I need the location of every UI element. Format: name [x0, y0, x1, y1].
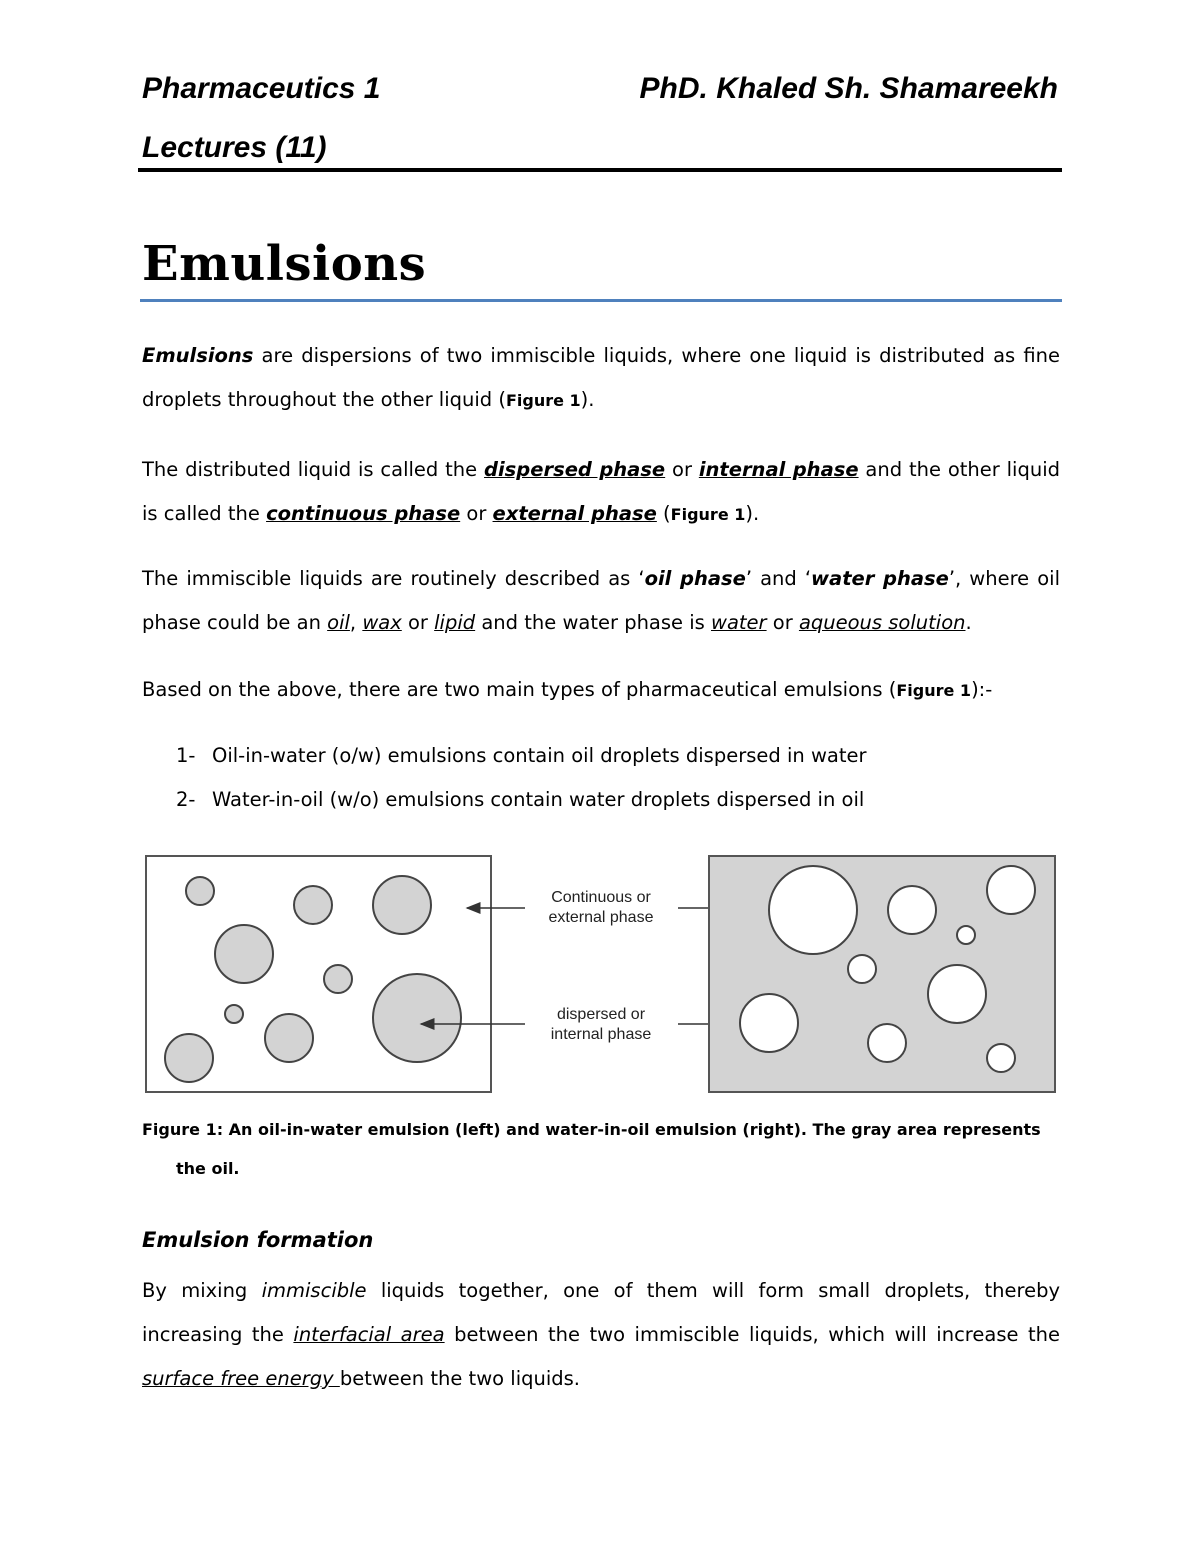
author-header: PhD. Khaled Sh. Shamareekh — [639, 72, 1058, 105]
water-droplet — [868, 1024, 906, 1062]
oil-droplet — [165, 1034, 213, 1082]
oil-droplet — [265, 1014, 313, 1062]
term-surface-free-energy: surface free energy — [142, 1367, 340, 1390]
lecture-header: Lectures (11) — [142, 131, 327, 164]
term-lipid: lipid — [434, 611, 476, 634]
term-external-phase: external phase — [492, 502, 657, 525]
term-wax: wax — [362, 611, 402, 634]
section-heading: Emulsion formation — [142, 1228, 374, 1252]
water-droplet — [740, 994, 798, 1052]
label-dispersed-line2: internal phase — [550, 1026, 652, 1043]
term-aqueous-solution: aqueous solution — [798, 611, 966, 634]
water-droplet — [928, 965, 986, 1023]
term-continuous-phase: continuous phase — [266, 502, 461, 525]
figure-reference: Figure 1 — [896, 681, 972, 700]
label-continuous-line2: external phase — [548, 909, 654, 926]
label-dispersed-line1: dispersed or — [556, 1006, 646, 1023]
paragraph-definition: Emulsions are dispersions of two immiscible liquids, where one liquid is distributed as fine droplets throughout the other liquid (Figure 1). — [142, 344, 1060, 411]
course-header: Pharmaceutics 1 — [142, 72, 381, 105]
term-dispersed-phase: dispersed phase — [484, 458, 666, 481]
oil-droplet — [324, 965, 352, 993]
term-emulsions: Emulsions — [142, 344, 254, 367]
figure-caption — [142, 1110, 1060, 1188]
water-droplet — [987, 866, 1035, 914]
paragraph-types: Based on the above, there are two main types of pharmaceutical emulsions (Figure 1):- — [142, 678, 993, 701]
term-interfacial-area: interfacial area — [293, 1323, 445, 1346]
oil-in-water-panel — [146, 856, 491, 1092]
oil-droplet — [373, 974, 461, 1062]
caption-line-1: Figure 1: An oil-in-water emulsion (left) and water-in-oil emulsion (right). The gray area represents — [142, 1120, 1041, 1139]
title-rule — [140, 299, 1062, 302]
emulsion-figure — [142, 852, 1060, 1098]
oil-droplet — [373, 876, 431, 934]
oil-droplet — [186, 877, 214, 905]
term-water-phase: water phase — [811, 567, 949, 590]
water-droplet — [987, 1044, 1015, 1072]
list-item: 2- Water-in-oil (w/o) emulsions contain water droplets dispersed in oil — [176, 788, 865, 811]
label-continuous-line1: Continuous or — [551, 889, 651, 906]
oil-droplet — [215, 925, 273, 983]
water-droplet — [957, 926, 975, 944]
water-droplet — [769, 866, 857, 954]
term-internal-phase: internal phase — [698, 458, 859, 481]
term-immiscible: immiscible — [261, 1279, 367, 1302]
water-droplet — [848, 955, 876, 983]
figure-reference: Figure 1 — [670, 505, 746, 524]
list-item: 1- Oil-in-water (o/w) emulsions contain oil droplets dispersed in water — [176, 744, 867, 767]
paragraph-oil-water: The immiscible liquids are routinely described as ‘oil phase’ and ‘water phase’, where oil phase could be an oil, wax or lipid and the water phase is water or aqueous solution. — [142, 567, 1060, 634]
oil-droplet — [225, 1005, 243, 1023]
water-in-oil-panel — [709, 856, 1055, 1092]
caption-line-2: the oil. — [176, 1159, 240, 1178]
figure-reference: Figure 1 — [505, 391, 581, 410]
paragraph-formation: By mixing immiscible liquids together, one of them will form small droplets, thereby increasing the interfacial area between the two immiscible liquids, which will increase the surface free energy between the two liquids. — [142, 1279, 1061, 1390]
oil-droplet — [294, 886, 332, 924]
water-droplet — [888, 886, 936, 934]
term-oil: oil — [327, 611, 350, 634]
header-rule — [138, 168, 1062, 172]
paragraph-phases: The distributed liquid is called the dispersed phase or internal phase and the other liquid is called the continuous phase or external phase (Figure 1). — [142, 458, 1060, 525]
page-title: Emulsions — [142, 236, 427, 292]
term-water: water — [711, 611, 767, 634]
term-oil-phase: oil phase — [644, 567, 746, 590]
